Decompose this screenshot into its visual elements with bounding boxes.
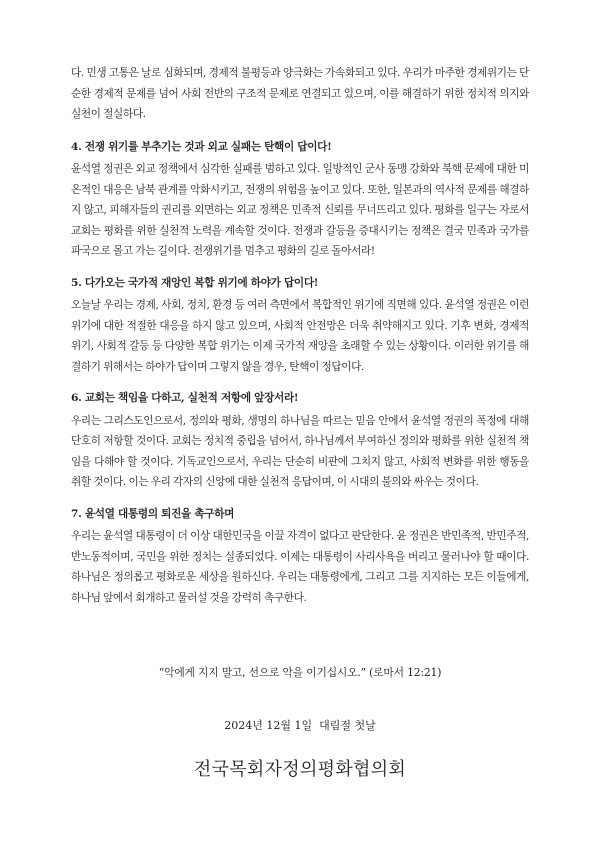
section-5 <box>71 273 529 378</box>
section-body: 오늘날 우리는 경제, 사회, 정치, 환경 등 여러 측면에서 복합적인 위기에 직면해 있다. 윤석열 정권은 이런 위기에 대한 적절한 대응을 하지 않고 있으며, 사회적 안전망은 더욱 취약해지고 있다. 기후 변화, 경제적 위기, 사회적 갈등 등 다양한 복합 위기는 이제 국가적 재앙을 초래할 수 있는 상황이다. 이러한 위기를 해결하기 위해서는 하야가 답이며 그렇지 않을 경우, 탄핵이 정답이다. <box>71 299 529 373</box>
organization-name: 전국목회자정의평화협의회 <box>193 759 407 780</box>
intro-paragraph: 다. 민생 고통은 날로 심화되며, 경제적 불평등과 양극화는 가속화되고 있다. 우리가 마주한 경제위기는 단순한 경제적 문제를 넘어 사회 전반의 구조적 문제로 연결되고 있으며, 이를 해결하기 위한 정치적 의지와 실천이 절실하다. <box>71 67 529 120</box>
bible-quote: “악에게 지지 말고, 선으로 악을 이기십시오.” (로마서 12:21) <box>158 666 442 679</box>
section-heading: 5. 다가오는 국가적 재앙인 복합 위기에 하야가 답이다! <box>71 276 319 289</box>
section-heading: 4. 전쟁 위기를 부추기는 것과 외교 실패는 탄핵이 답이다! <box>71 140 332 153</box>
section-heading: 7. 윤석열 대통령의 퇴진을 촉구하며 <box>71 507 235 520</box>
document-body <box>71 63 529 608</box>
section-body: 우리는 그리스도인으로서, 정의와 평화, 생명의 하나님을 따르는 믿음 안에서 윤석열 정권의 폭정에 대해 단호히 저항할 것이다. 교회는 정치적 중립을 넘어서, 하나님께서 부여하신 정의와 평화를 위한 실천적 책임을 다해야 할 것이다. 기독교인으로서, 우리는 단순히 비판에 그치지 않고, 사회적 변화를 위한 행동을 취할 것이다. 이는 우리 각자의 신앙에 대한 실천적 응답이며, 이 시대의 불의와 싸우는 것이다. <box>71 414 529 488</box>
section-6 <box>71 388 529 493</box>
section-4 <box>71 137 529 262</box>
section-7 <box>71 504 529 609</box>
section-body: 윤석열 정권은 외교 정책에서 심각한 실패를 범하고 있다. 일방적인 군사 동맹 강화와 북핵 문제에 대한 미온적인 대응은 남북 관계를 악화시키고, 전쟁의 위험을 높이고 있다. 또한, 일본과의 역사적 문제를 해결하지 않고, 피해자들의 권리를 외면하는 외교 정책은 민족적 신뢰를 무너뜨리고 있다. 평화를 일구는 자로서 교회는 평화를 위한 실천적 노력을 계속할 것이다. 전쟁과 갈등을 증대시키는 정책은 결국 민족과 국가를 파국으로 몰고 가는 길이다. 전쟁위기를 멈추고 평화의 길로 돌아서라! <box>71 163 529 257</box>
section-heading: 6. 교회는 책임을 다하고, 실천적 저항에 앞장서라! <box>71 392 299 404</box>
section-body: 우리는 윤석열 대통령이 더 이상 대한민국을 이끌 자격이 없다고 판단한다. 윤 정권은 반민족적, 반민주적, 반노동적이며, 국민을 위한 정치는 실종되었다. 이제는 대통령이 사리사욕을 버리고 물러나야 할 때이다. 하나님은 정의롭고 평화로운 세상을 원하신다. 우리는 대통령에게, 그리고 그를 지지하는 모든 이들에게, 하나님 앞에서 회개하고 물러설 것을 강력히 촉구한다. <box>71 530 529 604</box>
document-date: 2024년 12월 1일 대림절 첫날 <box>224 719 376 732</box>
